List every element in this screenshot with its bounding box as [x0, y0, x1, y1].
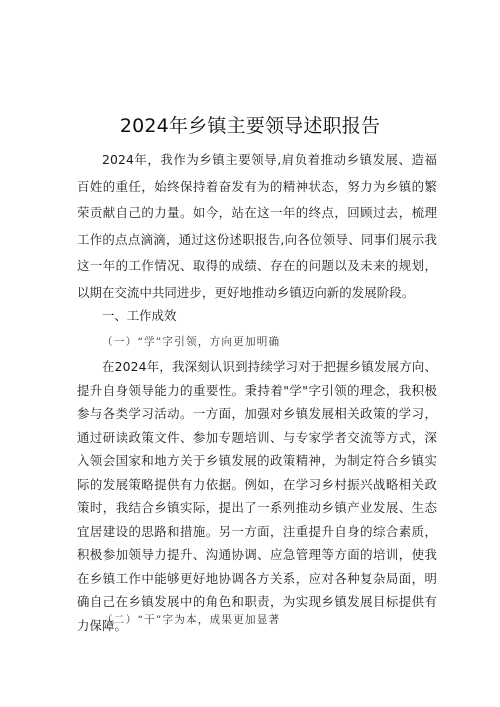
- document-title: 2024年乡镇主要领导述职报告: [119, 115, 381, 137]
- section-heading-work-results: 一、工作成效: [102, 308, 177, 323]
- subsection-heading-study: （一）“学”字引领，方向更加明确: [102, 336, 281, 348]
- intro-paragraph: 2024年，我作为乡镇主要领导,肩负着推动乡镇发展、造福百姓的重任，始终保持着奋发有为的精神状态，努力为乡镇的繁荣贡献自己的力量。如今，站在这一年的终点，回顾过去，梳理工作的点点滴滴，通过这份述职报告,向各位领导、同事们展示我这一年的工作情况、取得的成绩、存在的问题以及未来的规划，以期在交流中共同进步，更好地推动乡镇迈向新的发展阶段。: [77, 152, 437, 300]
- study-paragraph: 在2024年，我深刻认识到持续学习对于把握乡镇发展方向、提升自身领导能力的重要性。秉持着"学"字引领的理念，我积极参与各类学习活动。一方面，加强对乡镇发展相关政策的学习，通过研读政策文件、参加专题培训、与专家学者交流等方式，深入领会国家和地方关于乡镇发展的政策精神，为制定符合乡镇实际的发展策略提供有力依据。例如，在学习乡村振兴战略相关政策时，我结合乡镇实际，提出了一系列推动乡镇产业发展、生态宜居建设的思路和措施。另一方面，注重提升自身的综合素质，积极参加领导力提升、沟通协调、应急管理等方面的培训，使我在乡镇工作中能够更好地协调各方关系，应对各种复杂局面，明确自己在乡镇发展中的角色和职责，为实现乡镇发展目标提供有力保障。: [77, 359, 437, 633]
- subsection-heading-action: （二）“干”字为本，成果更加显著: [102, 614, 281, 626]
